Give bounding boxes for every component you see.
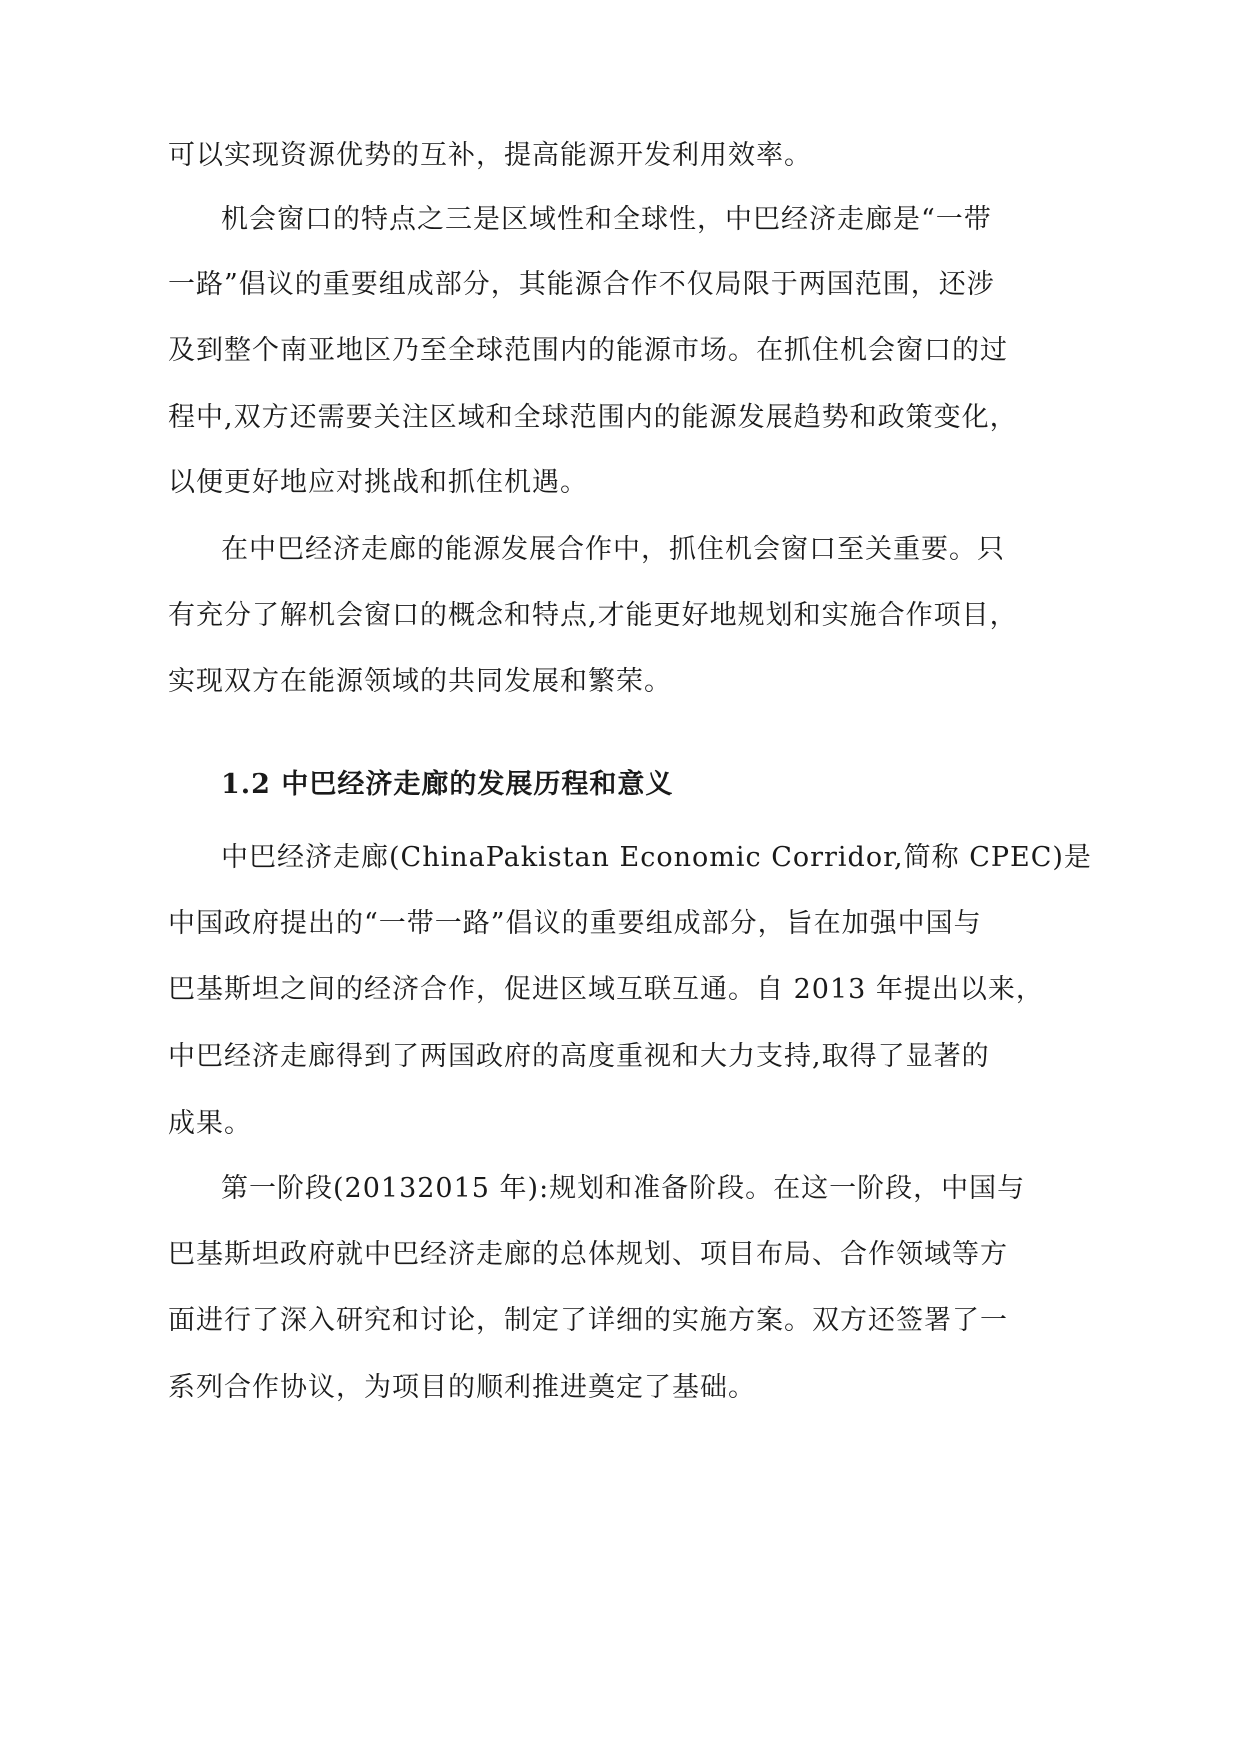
- paragraph-line: [0, 1169, 1241, 1209]
- text-line: 一路”倡议的重要组成部分，其能源合作不仅局限于两国范围，还涉: [168, 269, 995, 300]
- text-line: 成果。: [168, 1108, 252, 1139]
- paragraph-line: [0, 398, 1241, 438]
- paragraph-line: [0, 1104, 1241, 1144]
- text-line: 以便更好地应对挑战和抓住机遇。: [168, 467, 588, 498]
- text-line: 实现双方在能源领域的共同发展和繁荣。: [168, 666, 672, 697]
- text-line: 中巴经济走廊(ChinaPakistan Economic Corridor,简称 CPEC)是: [221, 842, 1092, 873]
- text-line: 机会窗口的特点之三是区域性和全球性，中巴经济走廊是“一带: [221, 204, 992, 235]
- text-line: 系列合作协议，为项目的顺利推进奠定了基础。: [168, 1372, 756, 1403]
- text-line: 有充分了解机会窗口的概念和特点,才能更好地规划和实施合作项目，: [168, 600, 1018, 631]
- paragraph-line: [0, 331, 1241, 371]
- paragraph-line: [0, 970, 1241, 1010]
- paragraph-line: [0, 838, 1241, 878]
- text-line: 面进行了深入研究和讨论，制定了详细的实施方案。双方还签署了一: [168, 1305, 1008, 1336]
- text-line: 程中,双方还需要关注区域和全球范围内的能源发展趋势和政策变化，: [168, 402, 1018, 433]
- paragraph-line: [0, 265, 1241, 305]
- section-heading: [0, 765, 1241, 805]
- paragraph-line: [0, 1235, 1241, 1275]
- paragraph-line: [0, 530, 1241, 570]
- paragraph-line: [0, 200, 1241, 240]
- paragraph-line: [0, 662, 1241, 702]
- text-line: 可以实现资源优势的互补，提高能源开发利用效率。: [168, 140, 812, 171]
- text-line: 第一阶段(20132015 年):规划和准备阶段。在这一阶段，中国与: [221, 1173, 1026, 1204]
- text-line: 在中巴经济走廊的能源发展合作中，抓住机会窗口至关重要。只: [221, 534, 1005, 565]
- paragraph-line: [0, 1037, 1241, 1077]
- paragraph-line: [0, 596, 1241, 636]
- text-line: 巴基斯坦之间的经济合作，促进区域互联互通。自 2013 年提出以来，: [168, 974, 1044, 1005]
- paragraph-line: [0, 463, 1241, 503]
- text-line: 中国政府提出的“一带一路”倡议的重要组成部分，旨在加强中国与: [168, 908, 982, 939]
- paragraph-line: [0, 1301, 1241, 1341]
- paragraph-line: [0, 904, 1241, 944]
- text-line: 巴基斯坦政府就中巴经济走廊的总体规划、项目布局、合作领域等方: [168, 1239, 1008, 1270]
- text-line: 中巴经济走廊得到了两国政府的高度重视和大力支持,取得了显著的: [168, 1041, 990, 1072]
- paragraph-line: [0, 136, 1241, 176]
- section-heading-text: 1.2 中巴经济走廊的发展历程和意义: [221, 769, 674, 800]
- paragraph-line: [0, 1368, 1241, 1408]
- text-line: 及到整个南亚地区乃至全球范围内的能源市场。在抓住机会窗口的过: [168, 335, 1008, 366]
